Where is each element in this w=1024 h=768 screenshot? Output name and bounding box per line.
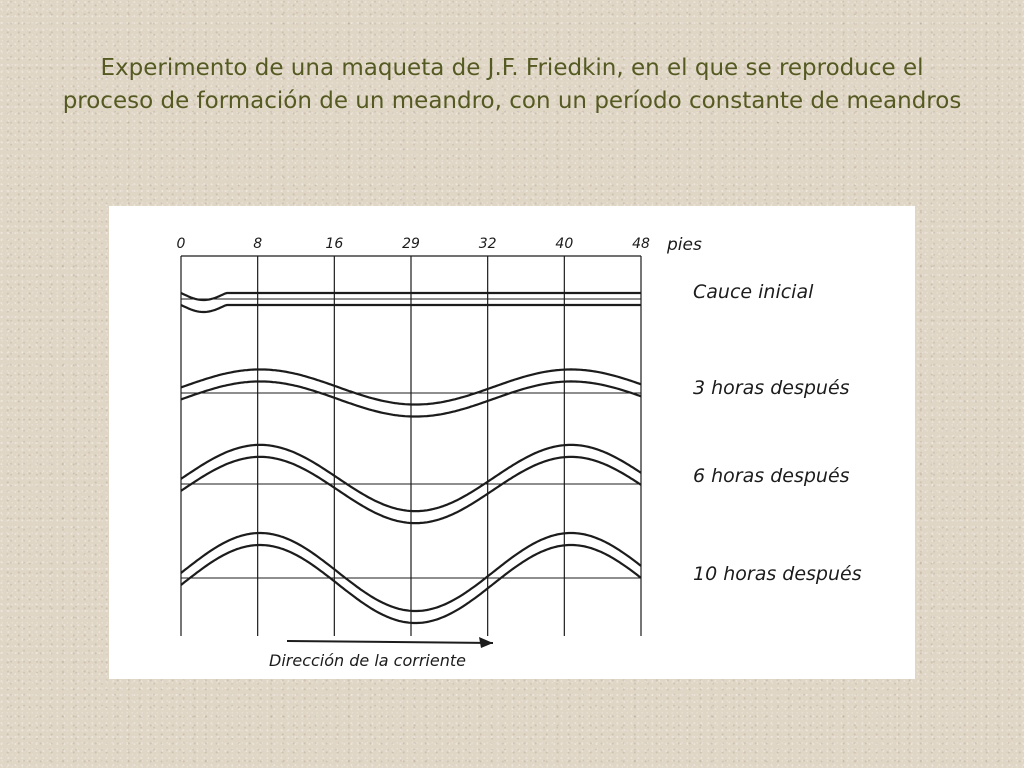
flow-direction-label: Dirección de la corriente — [269, 651, 466, 670]
distance-tick-labels — [177, 236, 650, 252]
distance-tick-label: 48 — [632, 236, 650, 252]
flow-arrow-shaft — [287, 641, 493, 643]
distance-tick-label: 40 — [555, 236, 574, 252]
stage-label: 10 horas después — [693, 563, 862, 585]
stage-labels — [693, 281, 862, 585]
distance-tick-label: 8 — [253, 236, 263, 252]
slide-title: Experimento de una maqueta de J.F. Friedkin, en el que se reproduce el proceso de formación de un meandro, con un período constante de meandros — [62, 55, 962, 114]
distance-unit-label: pies — [667, 235, 702, 255]
meander-diagram — [109, 206, 915, 679]
stage-label: Cauce inicial — [693, 281, 814, 303]
stage-label: 3 horas después — [693, 377, 850, 399]
meander-diagram-panel — [109, 206, 915, 679]
flow-direction-arrow — [287, 637, 493, 648]
distance-tick-label: 0 — [176, 236, 186, 252]
distance-tick-label: 32 — [478, 236, 497, 252]
stage-label: 6 horas después — [693, 465, 850, 487]
distance-tick-label: 16 — [325, 236, 344, 252]
flow-arrow-head — [479, 637, 493, 648]
distance-tick-label: 29 — [402, 236, 420, 252]
